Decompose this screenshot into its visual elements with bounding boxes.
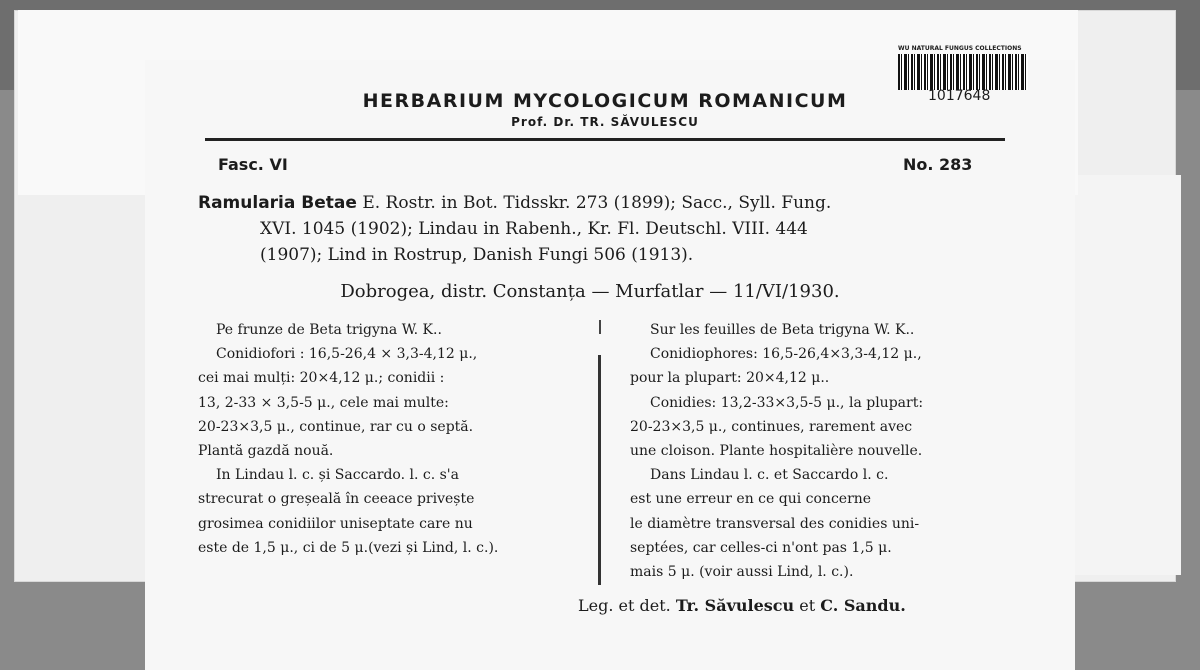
fr-line: Conidies: 13,2-33×3,5-5 μ., la plupart:: [650, 394, 924, 411]
herbarium-subtitle: Prof. Dr. TR. SĂVULESCU: [511, 115, 699, 129]
collector-conj: et: [799, 596, 816, 615]
ro-line: este de 1,5 μ., ci de 5 μ.(vezi și Lind, l. c.).: [198, 539, 499, 556]
column-divider-tick: [599, 320, 601, 334]
ro-line: grosimea conidiilor uniseptate care nu: [198, 515, 473, 532]
ro-line: 20-23×3,5 μ., continue, rar cu o septă.: [198, 418, 474, 435]
citation-line-3: (1907); Lind in Rostrup, Danish Fungi 506 (1913).: [260, 245, 694, 265]
fr-line: 20-23×3,5 μ., continues, rarement avec: [630, 418, 913, 435]
fr-line: une cloison. Plante hospitalière nouvelle.: [630, 443, 923, 460]
fr-line: mais 5 μ. (voir aussi Lind, l. c.).: [630, 564, 854, 581]
collector-name-2: C. Sandu.: [820, 596, 906, 615]
fr-line: septées, car celles-ci n'ont pas 1,5 μ.: [630, 539, 892, 556]
fascicle-label: Fasc. VI: [218, 155, 288, 174]
description-romanian: [198, 318, 578, 560]
fr-line: le diamètre transversal des conidies uni-: [630, 515, 920, 532]
citation-line-2: XVI. 1045 (1902); Lindau in Rabenh., Kr. Fl. Deutschl. VIII. 444: [260, 219, 808, 239]
fr-line: Conidiophores: 16,5-26,4×3,3-4,12 μ.,: [650, 346, 922, 363]
barcode-caption: WU NATURAL FUNGUS COLLECTIONS: [898, 45, 1022, 52]
collector-line: [578, 596, 906, 615]
collector-prefix: Leg. et det.: [578, 596, 671, 615]
barcode-number: 1017648: [928, 88, 991, 104]
specimen-number: No. 283: [903, 155, 973, 174]
ro-line: strecurat o greșeală în ceeace privește: [198, 491, 475, 508]
fr-line: est une erreur en ce qui concerne: [630, 491, 872, 508]
barcode-icon: [898, 54, 1028, 90]
ro-line: 13, 2-33 × 3,5-5 μ., cele mai multe:: [198, 394, 449, 411]
fr-line: Dans Lindau l. c. et Saccardo l. c.: [650, 467, 889, 484]
ro-line: In Lindau l. c. și Saccardo. l. c. s'a: [216, 467, 459, 484]
species-name: Ramularia Betae: [198, 193, 357, 213]
locality: Dobrogea, distr. Constanța — Murfatlar — 11/VI/1930.: [340, 281, 840, 302]
description-french: [630, 318, 1010, 584]
species-citation: [198, 190, 1008, 268]
collector-name-1: Tr. Săvulescu: [675, 596, 795, 615]
ro-line: Conidiofori : 16,5-26,4 × 3,3-4,12 μ.,: [216, 346, 478, 363]
fr-line: pour la plupart: 20×4,12 μ..: [630, 370, 830, 387]
herbarium-title: HERBARIUM MYCOLOGICUM ROMANICUM: [362, 90, 848, 112]
column-divider: [598, 355, 601, 585]
ro-line: Plantă gazdă nouă.: [198, 443, 334, 460]
envelope-edge: [1070, 175, 1181, 575]
header-rule: [205, 138, 1005, 141]
ro-line: cei mai mulți: 20×4,12 μ.; conidii :: [198, 370, 445, 387]
fr-line: Sur les feuilles de Beta trigyna W. K..: [650, 322, 915, 338]
ro-line: Pe frunze de Beta trigyna W. K..: [216, 322, 442, 338]
citation-line-1: E. Rostr. in Bot. Tidsskr. 273 (1899); Sacc., Syll. Fung.: [362, 193, 832, 213]
